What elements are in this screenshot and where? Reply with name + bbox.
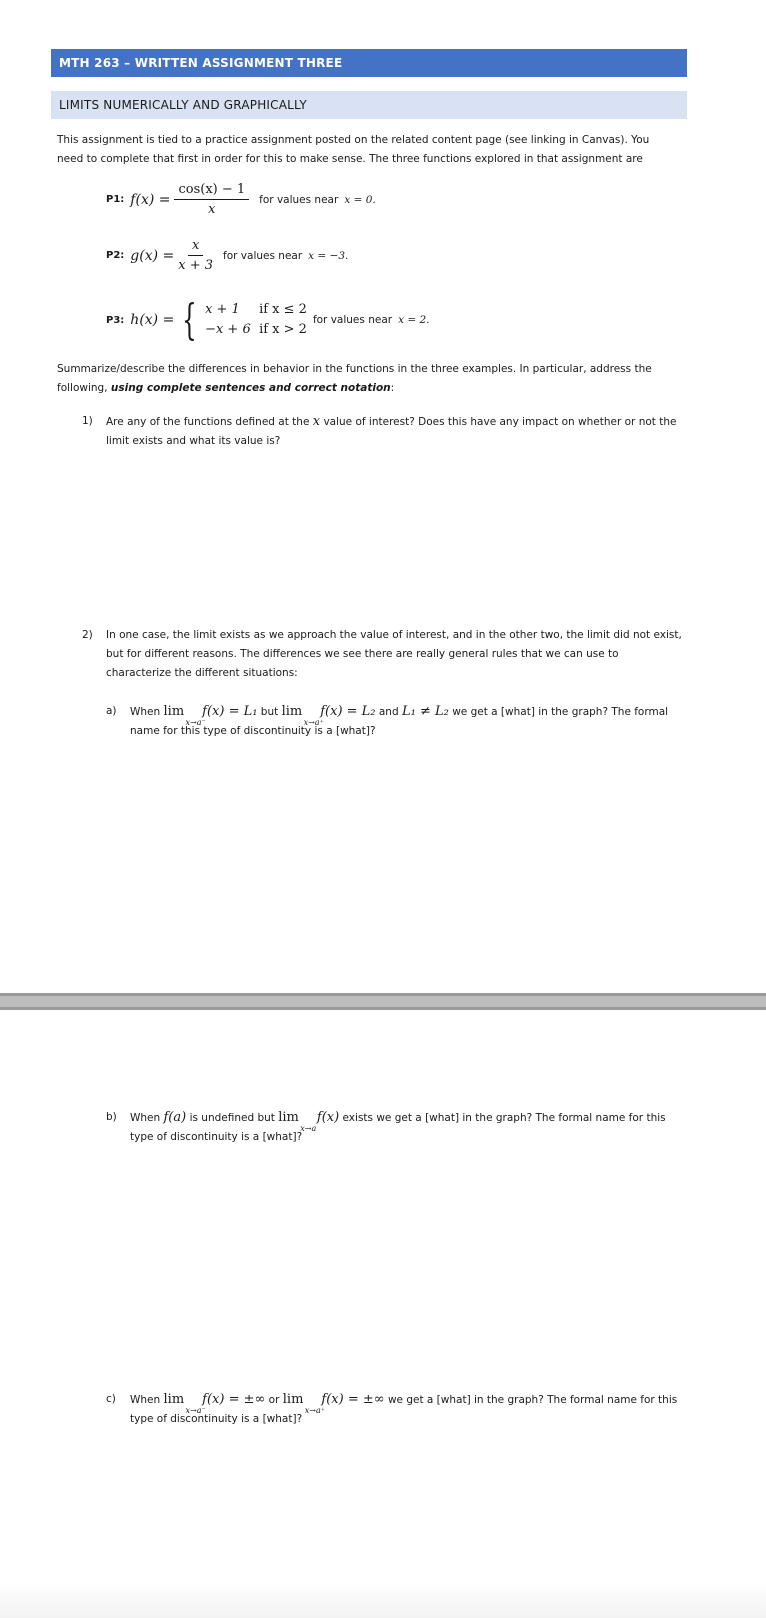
math-expression: L₁ ≠ L₂ — [401, 704, 449, 719]
limit-subscript: x→a⁻ — [185, 1406, 206, 1415]
text-and: and — [378, 706, 399, 718]
fraction-denominator: x — [208, 202, 216, 217]
text-when: When — [130, 1394, 161, 1406]
question-2b — [106, 1108, 692, 1147]
text-when: When — [130, 1112, 161, 1124]
text-when: When — [130, 706, 161, 718]
math-expression: f(x) = ±∞ — [321, 1392, 385, 1407]
limit-subscript: x→a⁺ — [303, 718, 324, 727]
question-text-rest: exists we get a [what] in the graph? The formal name for this type of discontinuity is a [what]? — [130, 1112, 666, 1143]
summary-text: Summarize/describe the differences in behavior in the functions in the three examples. In particular, address the following, — [57, 363, 652, 394]
near-value: x = 0. — [344, 193, 376, 206]
case-expression: x + 1 — [205, 302, 240, 317]
fraction — [178, 238, 213, 273]
question-number: c) — [106, 1393, 116, 1405]
fraction — [174, 182, 249, 217]
case-condition: if x > 2 — [259, 322, 307, 337]
function-lhs: h(x) = — [130, 312, 175, 328]
lim-word: lim — [282, 1392, 304, 1407]
near-value: x = −3. — [308, 249, 349, 262]
fraction-numerator: x — [188, 238, 203, 256]
question-number: a) — [106, 705, 117, 717]
question-text — [130, 1108, 692, 1147]
limit-right — [282, 1390, 325, 1415]
problem-label: P2: — [106, 250, 125, 261]
question-number: 1) — [82, 415, 93, 427]
limit — [278, 1108, 317, 1133]
question-2c — [106, 1390, 692, 1429]
question-text-post: value of interest? Does this have any impact on whether or not the limit exists and what its value is? — [106, 416, 677, 447]
lim-word: lim — [281, 704, 303, 719]
limit-left — [163, 702, 206, 727]
question-text-pre: Are any of the functions defined at the — [106, 416, 310, 428]
math-expression: f(a) — [163, 1110, 187, 1125]
fraction-numerator: cos(x) − 1 — [174, 182, 249, 200]
summary-emphasis: using complete sentences and correct notation — [110, 382, 391, 394]
intro-paragraph: This assignment is tied to a practice assignment posted on the related content page (see linking in Canvas). You need to complete that first in order for this to make sense. The three functions explored in that assignment are — [57, 134, 650, 165]
summary-end: : — [390, 382, 395, 394]
lim-word: lim — [278, 1110, 299, 1125]
section-heading: LIMITS NUMERICALLY AND GRAPHICALLY — [51, 91, 687, 119]
limit-subscript: x→a⁻ — [185, 718, 206, 727]
math-expression: f(x) = L₁ — [202, 704, 258, 719]
limit-subscript: x→a⁺ — [304, 1406, 325, 1415]
function-lhs: f(x) = — [130, 191, 171, 208]
near-value: x = 2. — [398, 314, 430, 326]
problem-p2 — [106, 238, 348, 273]
summary-paragraph — [57, 360, 677, 398]
near-text: for values near — [223, 249, 303, 262]
problem-label: P1: — [106, 194, 125, 205]
question-text — [130, 702, 692, 741]
document-page-2 — [0, 1010, 766, 1618]
function-lhs: g(x) = — [130, 247, 175, 264]
page-break — [0, 993, 766, 1010]
question-2 — [82, 626, 682, 683]
lim-word: lim — [163, 1392, 185, 1407]
question-text-rest: we get a [what] in the graph? The formal name for this type of discontinuity is a [what]? — [130, 706, 669, 737]
question-text: In one case, the limit exists as we approach the value of interest, and in the other two, the limit did not exist, but for different reasons. The differences we see there are really general rules that we can use to characterize the different situations: — [106, 629, 682, 679]
limit-subscript: x→a — [300, 1124, 317, 1133]
math-expression: f(x) = ±∞ — [202, 1392, 266, 1407]
near-text: for values near — [259, 193, 339, 206]
text-but: but — [260, 706, 279, 718]
text-or: or — [268, 1394, 280, 1406]
case-condition: if x ≤ 2 — [259, 302, 307, 317]
question-number: 2) — [82, 629, 93, 641]
problem-p1 — [106, 182, 376, 217]
near-text: for values near — [312, 314, 393, 326]
question-text-rest: we get a [what] in the graph? The formal name for this type of discontinuity is a [what]? — [130, 1394, 678, 1425]
limit-left — [163, 1390, 206, 1415]
piecewise-cases — [205, 300, 307, 340]
assignment-title: MTH 263 – WRITTEN ASSIGNMENT THREE — [51, 49, 687, 77]
question-text — [130, 1390, 692, 1429]
math-expression: f(x) — [316, 1110, 340, 1125]
question-1 — [82, 412, 682, 451]
fraction-denominator: x + 3 — [178, 258, 214, 273]
question-number: b) — [106, 1111, 117, 1123]
case-expression: −x + 6 — [205, 322, 251, 337]
limit-right — [281, 702, 324, 727]
lim-word: lim — [163, 704, 185, 719]
question-2a — [106, 702, 692, 741]
math-expression: f(x) = L₂ — [320, 704, 376, 719]
left-brace: { — [182, 295, 198, 344]
text-middle: is undefined but — [189, 1112, 275, 1124]
question-text — [106, 412, 682, 451]
math-variable: x — [312, 414, 321, 429]
problem-label: P3: — [106, 314, 125, 326]
problem-p3 — [106, 295, 430, 344]
